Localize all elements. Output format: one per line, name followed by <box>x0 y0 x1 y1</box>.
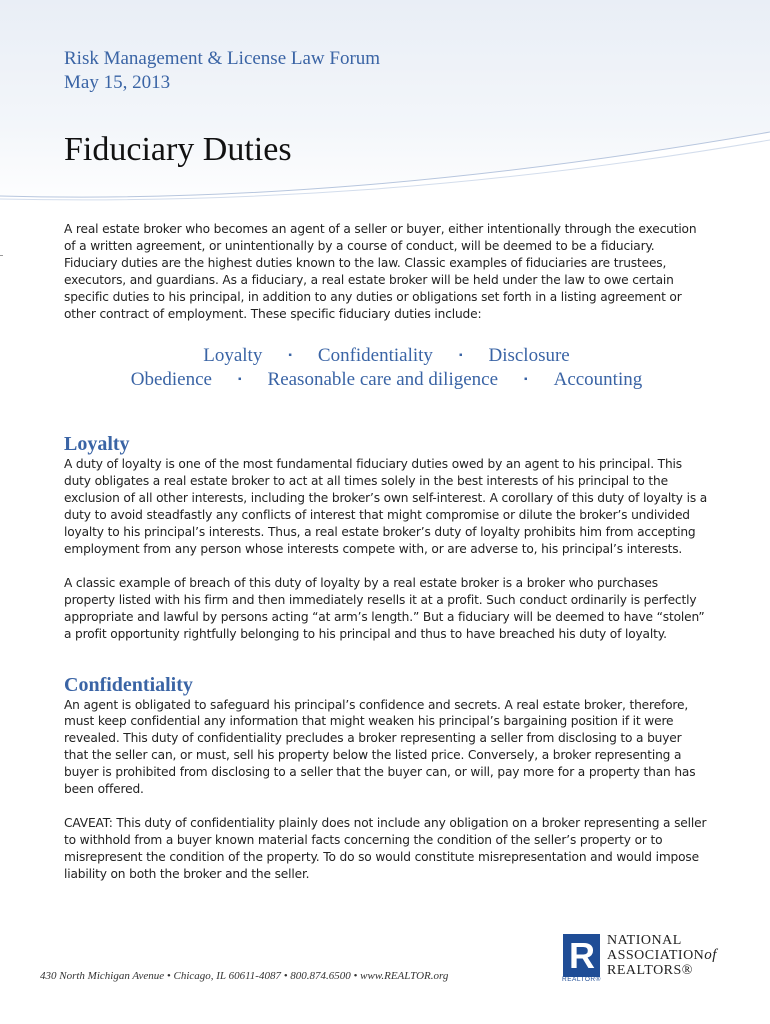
loyalty-paragraph-1: A duty of loyalty is one of the most fundamental fiduciary duties owed by an agent to his principal. This duty obligates a real estate broker to act at all times solely in the best interests of his principal to the exclusion of all other interests, including the broker’s own self-interest. A corollary of this duty of loyalty is a duty to avoid steadfastly any conflicts of interest that might compromise or dilute the broker’s undivided loyalty to his principal’s interests. Thus, a real estate broker’s duty of loyalty prohibits him from accepting employment from any person whose interests compete with, or are adverse to, his principal’s interests. <box>64 457 708 556</box>
section-heading-loyalty: Loyalty <box>64 433 130 456</box>
logo-line-2-of: of <box>704 947 717 963</box>
main-content <box>64 221 709 883</box>
logo-realtor-label: REALTOR® <box>562 976 601 983</box>
duty-reasonable-care: Reasonable care and diligence <box>267 369 499 391</box>
duties-list <box>64 344 709 404</box>
duty-loyalty: Loyalty <box>203 345 263 367</box>
bullet-separator: ▪ <box>458 350 463 362</box>
bullet-separator: ▪ <box>524 374 528 386</box>
section-heading-confidentiality: Confidentiality <box>64 673 193 696</box>
header-swoosh <box>0 0 770 215</box>
logo-line-2 <box>607 948 717 963</box>
duty-accounting: Accounting <box>553 369 643 391</box>
loyalty-paragraph-2: A classic example of breach of this duty of loyalty by a real estate broker is a broker who purchases property listed with his firm and then immediately resells it at a profit. Such conduct ordinarily is perfectly appropriate and lawful by persons acting “at arm’s length.” But a fiduciary will be deemed to have “stolen” a profit opportunity rightfully belonging to his principal and thus to have breached his duty of loyalty. <box>64 575 705 641</box>
intro-paragraph: A real estate broker who becomes an agent of a seller or buyer, either intentionally through the execution of a written agreement, or unintentionally by a course of conduct, will be deemed to be a fiduciary. Fiduciary duties are the highest duties known to the law. Classic examples of fiduciaries are trustees, executors, and guardians. As a fiduciary, a real estate broker will be held under the law to owe certain specific duties to his principal, in addition to any duties or obligations set forth in a listing agreement or other contract of employment. These specific fiduciary duties include: <box>64 222 697 321</box>
nar-logo <box>563 934 733 984</box>
logo-line-3: REALTORS® <box>607 963 693 978</box>
confidentiality-paragraph-1: An agent is obligated to safeguard his principal’s confidence and secrets. A real estate broker, therefore, must keep confidential any information that might weaken his principal’s bargaining position if it were revealed. This duty of confidentiality precludes a broker representing a seller from disclosing to a buyer that the seller can, or must, sell his property below the listed price. Conversely, a broker representing a buyer is prohibited from disclosing to a seller that the buyer can, or will, pay more for a property than has been offered. <box>64 697 696 797</box>
logo-wordmark <box>607 933 717 978</box>
duty-confidentiality: Confidentiality <box>317 345 433 367</box>
duties-row-2 <box>64 368 709 392</box>
duty-obedience: Obedience <box>130 369 212 391</box>
confidentiality-paragraph-2: CAVEAT: This duty of confidentiality plainly does not include any obligation on a broker representing a seller to withhold from a buyer known material facts concerning the condition of the seller’s property or to misrepresent the condition of the property. To do so would constitute misrepresentation and would impose liability on both the broker and the seller. <box>64 815 707 881</box>
footer-address: 430 North Michigan Avenue • Chicago, IL 60611-4087 • 800.874.6500 • www.REALTOR.org <box>40 970 449 982</box>
logo-line-1: NATIONAL <box>607 933 682 948</box>
duties-row-1 <box>64 344 709 368</box>
bullet-separator: ▪ <box>237 374 242 386</box>
bullet-separator: ▪ <box>288 350 292 362</box>
logo-line-2-word: ASSOCIATION <box>607 948 705 963</box>
duty-disclosure: Disclosure <box>488 345 570 367</box>
page-title: Fiduciary Duties <box>64 131 292 168</box>
forum-date: May 15, 2013 <box>64 72 171 93</box>
realtor-r-logo-icon <box>563 934 600 977</box>
edge-mark <box>0 255 3 256</box>
forum-title: Risk Management & License Law Forum <box>64 48 381 69</box>
logo-mark-letter: R <box>569 935 595 976</box>
